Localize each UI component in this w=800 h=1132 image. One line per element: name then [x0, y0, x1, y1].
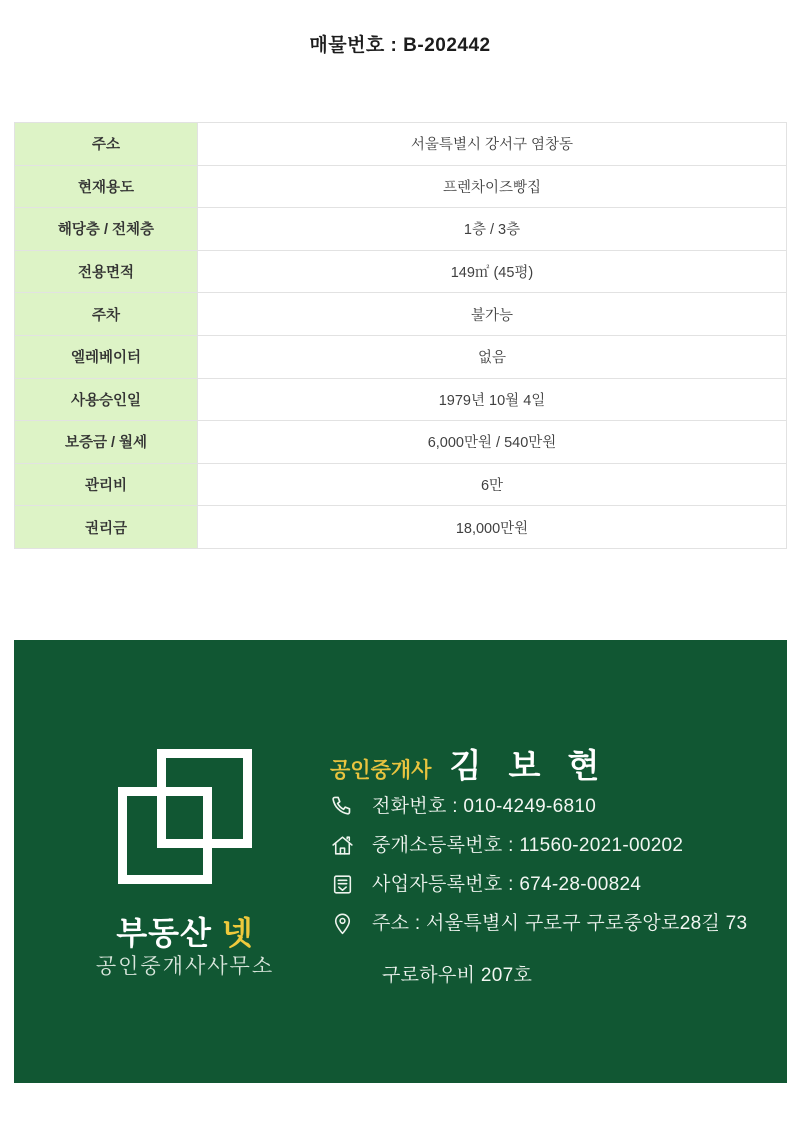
row-label-elevator: 엘레베이터 [15, 336, 198, 378]
phone-icon [330, 794, 355, 819]
table-row [15, 336, 786, 379]
row-label-maintenance-fee: 관리비 [15, 464, 198, 506]
table-row [15, 464, 786, 507]
table-row [15, 421, 786, 464]
brand-name-primary: 부동산 [116, 915, 222, 951]
agent-role-label: 공인중개사 [330, 759, 432, 782]
agent-row [330, 740, 608, 787]
row-value-address: 서울특별시 강서구 염창동 [198, 123, 786, 165]
table-row [15, 379, 786, 422]
listing-number-title: 매물번호 : B-202442 [309, 35, 491, 56]
row-label-address: 주소 [15, 123, 198, 165]
contact-row-business-registration [330, 872, 747, 897]
brand-name [14, 908, 356, 954]
row-value-floor: 1층 / 3층 [198, 208, 786, 250]
location-pin-icon [330, 911, 355, 936]
property-details-table [14, 122, 787, 549]
business-registration-text: 사업자등록번호 : 674-28-00824 [372, 874, 642, 895]
table-row [15, 251, 786, 294]
house-icon [330, 833, 355, 858]
row-value-deposit-rent: 6,000만원 / 540만원 [198, 421, 786, 463]
row-label-deposit-rent: 보증금 / 월세 [15, 421, 198, 463]
office-registration-text: 중개소등록번호 : 11560-2021-00202 [372, 835, 684, 856]
row-label-current-use: 현재용도 [15, 166, 198, 208]
contact-row-office-registration [330, 833, 747, 858]
contact-row-phone [330, 794, 747, 819]
row-value-current-use: 프렌차이즈빵집 [198, 166, 786, 208]
row-label-approval-date: 사용승인일 [15, 379, 198, 421]
row-label-floor: 해당층 / 전체층 [15, 208, 198, 250]
agent-name: 김 보 현 [449, 747, 609, 784]
table-row [15, 506, 786, 549]
phone-number-text: 전화번호 : 010-4249-6810 [372, 796, 597, 817]
row-value-premium: 18,000만원 [198, 506, 786, 548]
overlapping-squares-logo [118, 787, 212, 884]
row-value-area: 149㎡ (45평) [198, 251, 786, 293]
document-icon [330, 872, 355, 897]
office-address-text: 주소 : 서울특별시 구로구 구로중앙로28길 73 [372, 913, 748, 934]
brand-subtitle: 공인중개사사무소 [95, 955, 275, 978]
contact-row-address [330, 911, 747, 936]
table-row [15, 293, 786, 336]
office-address-line2: 구로하우비 207호 [382, 965, 533, 986]
table-row [15, 166, 786, 209]
row-value-approval-date: 1979년 10월 4일 [198, 379, 786, 421]
realtor-business-card [14, 640, 787, 1083]
row-label-premium: 권리금 [15, 506, 198, 548]
brand-name-accent: 넷 [221, 915, 254, 951]
row-label-area: 전용면적 [15, 251, 198, 293]
table-row [15, 123, 786, 166]
row-value-parking: 불가능 [198, 293, 786, 335]
row-label-parking: 주차 [15, 293, 198, 335]
contact-list [330, 794, 747, 988]
row-value-elevator: 없음 [198, 336, 786, 378]
table-row [15, 208, 786, 251]
row-value-maintenance-fee: 6만 [198, 464, 786, 506]
